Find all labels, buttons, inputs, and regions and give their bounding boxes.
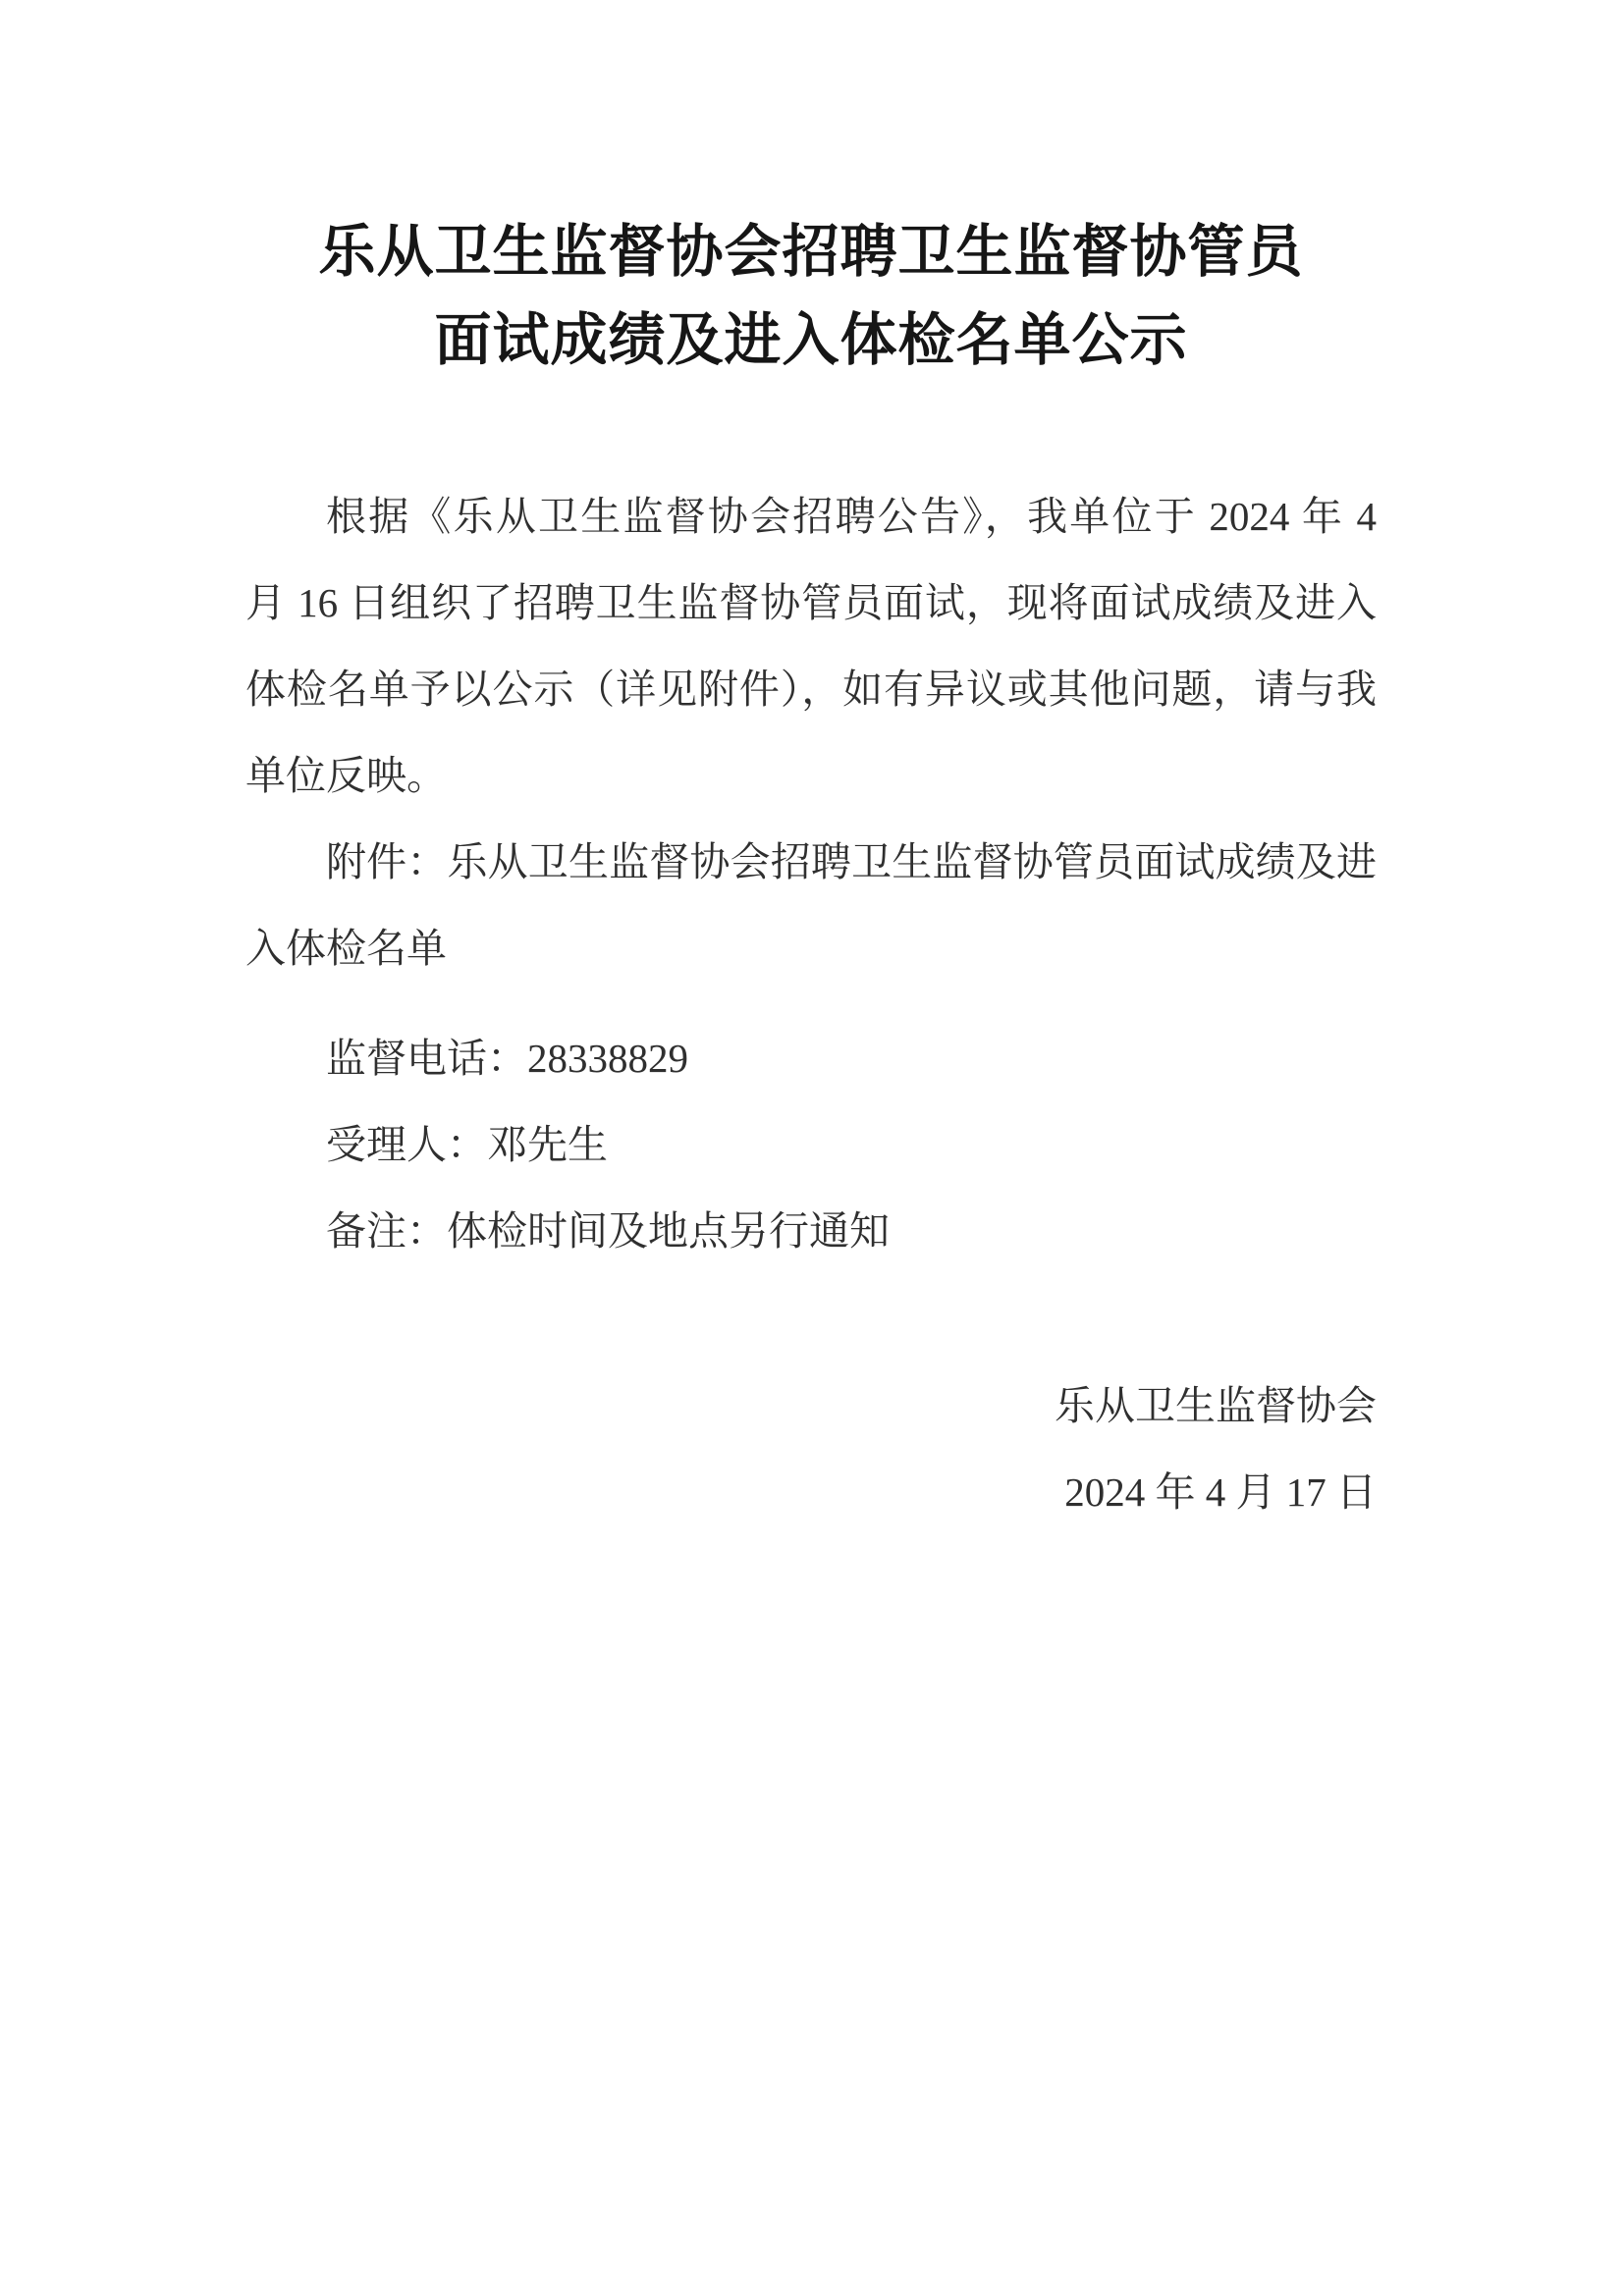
attachment-line-1: 附件：乐从卫生监督协会招聘卫生监督协管员面试成绩及进	[326, 839, 1377, 884]
document-content	[245, 0, 1377, 1535]
contact-note-line: 备注：体检时间及地点另行通知	[326, 1208, 890, 1254]
contact-block	[245, 1015, 1377, 1274]
document-body	[245, 473, 1377, 991]
paragraph-1-line-1: 根据《乐从卫生监督协会招聘公告》，我单位于 2024 年 4	[326, 494, 1377, 539]
paragraph-1	[245, 473, 1377, 819]
paragraph-1-line-3: 体检名单予以公示（详见附件），如有异议或其他问题，请与我	[245, 667, 1377, 712]
signature-block	[245, 1362, 1377, 1535]
contact-handler-line: 受理人：邓先生	[326, 1122, 608, 1167]
attachment-paragraph	[245, 819, 1377, 991]
signature-date: 2024 年 4 月 17 日	[1064, 1469, 1377, 1515]
attachment-line-2: 入体检名单	[245, 926, 447, 971]
document-title	[245, 208, 1377, 385]
title-line-2: 面试成绩及进入体检名单公示	[434, 308, 1188, 372]
paragraph-1-line-2: 月 16 日组织了招聘卫生监督协管员面试，现将面试成绩及进入	[245, 580, 1377, 625]
paragraph-1-line-4: 单位反映。	[245, 753, 447, 798]
title-line-1: 乐从卫生监督协会招聘卫生监督协管员	[318, 220, 1304, 284]
signature-org: 乐从卫生监督协会	[1055, 1383, 1377, 1428]
contact-phone-line: 监督电话：28338829	[326, 1036, 688, 1081]
